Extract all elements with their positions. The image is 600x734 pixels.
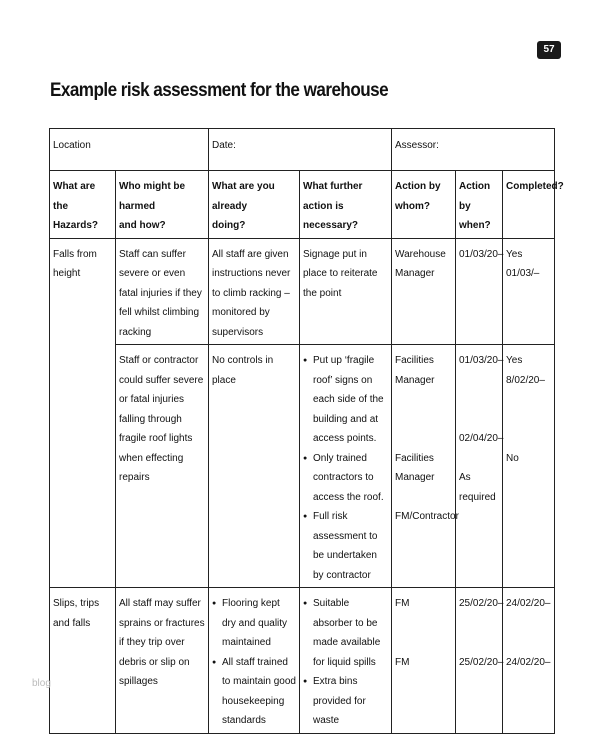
risk-assessment-table — [49, 128, 564, 734]
doing-cell: All staff are given instructions never to climb racking – monitored by supervisors — [209, 238, 300, 345]
header-when: Action by when? — [456, 171, 503, 239]
when-cell: 01/03/20– 02/04/20– As required — [456, 345, 503, 588]
action-item: ● Only trained contractors to access the roof. — [303, 449, 388, 508]
table-meta-row — [50, 129, 555, 171]
header-hazards: What are the Hazards? — [50, 171, 116, 239]
doing-cell — [209, 588, 300, 734]
by-whom-cell: FM FM — [392, 588, 456, 734]
completed-cell: Yes 01/03/– — [503, 238, 555, 345]
completed-cell: Yes 8/02/20– No — [503, 345, 555, 588]
doing-cell: No controls in place — [209, 345, 300, 588]
header-who: Who might be harmed and how? — [116, 171, 209, 239]
by-whom-cell: Facilities Manager Facilities Manager FM/Contractor — [392, 345, 456, 588]
assessor-cell: Assessor: — [392, 129, 555, 171]
table-row — [50, 588, 555, 734]
action-cell — [300, 345, 392, 588]
header-further: What further action is necessary? — [300, 171, 392, 239]
completed-cell: 24/02/20– 24/02/20– — [503, 588, 555, 734]
action-item: ● Full risk assessment to be undertaken by contractor — [303, 507, 388, 585]
page-title: Example risk assessment for the warehouse — [50, 80, 389, 101]
header-by-whom: Action by whom? — [392, 171, 456, 239]
table-header-row — [50, 171, 555, 239]
action-item: ● Suitable absorber to be made available for liquid spills — [303, 594, 388, 672]
header-completed: Completed? — [503, 171, 555, 239]
when-cell: 25/02/20– 25/02/20– — [456, 588, 503, 734]
doing-item: ● All staff trained to maintain good housekeeping standards — [212, 653, 296, 731]
doing-item: ● Flooring kept dry and quality maintained — [212, 594, 296, 653]
who-cell: Staff can suffer severe or even fatal injuries if they fell whilst climbing racking — [116, 238, 209, 345]
by-whom-cell: Warehouse Manager — [392, 238, 456, 345]
action-item: ● Put up ‘fragile roof’ signs on each side of the building and at access points. — [303, 351, 388, 449]
who-cell: All staff may suffer sprains or fractures if they trip over debris or slip on spillages — [116, 588, 209, 734]
when-cell: 01/03/20– — [456, 238, 503, 345]
location-cell: Location — [50, 129, 209, 171]
action-cell: Signage put in place to reiterate the point — [300, 238, 392, 345]
table-row — [50, 238, 555, 345]
page-number-badge: 57 — [537, 41, 561, 59]
hazard-cell: Slips, trips and falls — [50, 588, 116, 734]
watermark: blog — [32, 678, 51, 689]
header-doing: What are you already doing? — [209, 171, 300, 239]
action-item: ● Extra bins provided for waste — [303, 672, 388, 731]
who-cell: Staff or contractor could suffer severe or fatal injuries falling through fragile roof lights when effecting repairs — [116, 345, 209, 588]
date-cell: Date: — [209, 129, 392, 171]
hazard-cell: Falls from height — [50, 238, 116, 588]
action-cell — [300, 588, 392, 734]
table-row — [50, 345, 555, 588]
